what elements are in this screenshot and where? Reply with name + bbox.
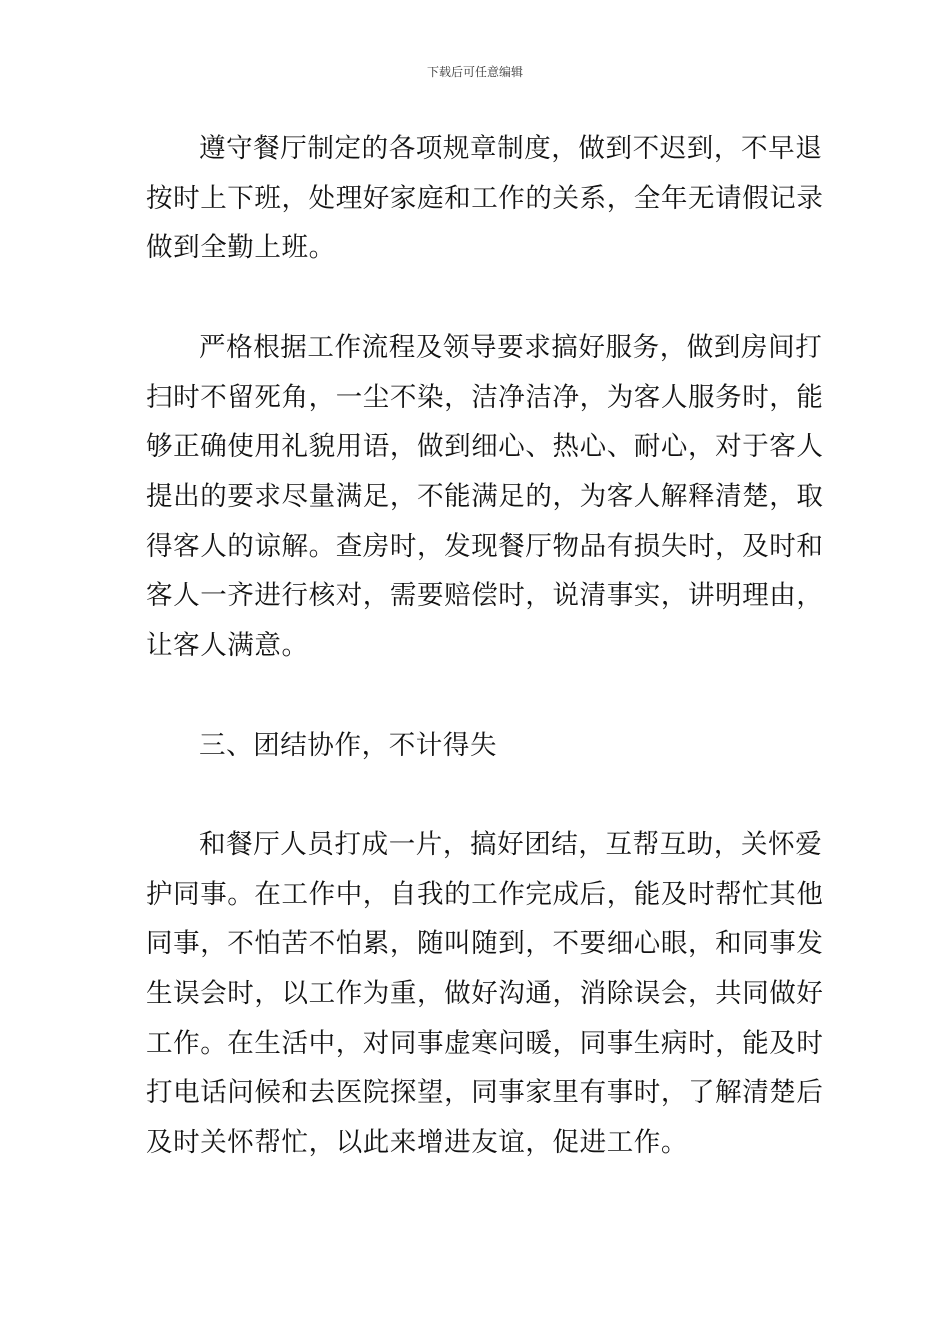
text-line: 及时关怀帮忙，以此来增进友谊，促进工作。 [146,1127,688,1159]
text-line: 同事，不怕苦不怕累，随叫随到，不要细心眼，和同事发 [146,928,824,960]
text-line: 打电话问候和去医院探望，同事家里有事时，了解清楚后 [146,1077,824,1109]
text-line: 工作。在生活中，对同事虚寒问暖，同事生病时，能及时 [146,1027,824,1059]
section-heading [146,721,816,771]
heading-text: 三、团结协作，不计得失 [199,730,498,761]
text-line: 护同事。在工作中，自我的工作完成后，能及时帮忙其他 [146,878,824,910]
paragraph-service [146,323,824,671]
text-line: 做到全勤上班。 [146,232,336,264]
text-line: 生误会时，以工作为重，做好沟通，消除误会，共同做好 [146,978,824,1010]
text-line: 按时上下班，处理好家庭和工作的关系，全年无请假记录 [146,182,824,214]
text-line: 提出的要求尽量满足，不能满足的，为客人解释清楚，取 [146,481,824,513]
text-line: 够正确使用礼貌用语，做到细心、热心、耐心，对于客人 [146,431,824,463]
text-line: 和餐厅人员打成一片，搞好团结，互帮互助，关怀爱 [199,829,823,860]
paragraph-teamwork [146,820,824,1168]
text-line: 扫时不留死角，一尘不染，洁净洁净，为客人服务时，能 [146,381,824,413]
text-line: 客人一齐进行核对，需要赔偿时，说清事实，讲明理由， [146,580,824,612]
text-line: 让客人满意。 [146,630,309,662]
text-line: 严格根据工作流程及领导要求搞好服务，做到房间打 [199,332,823,363]
paragraph-attendance [146,124,824,273]
text-line: 得客人的谅解。查房时，发现餐厅物品有损失时，及时和 [146,530,824,562]
page-header: 下载后可任意编辑 [426,65,523,79]
text-line: 遵守餐厅制定的各项规章制度，做到不迟到，不早退 [199,133,823,164]
